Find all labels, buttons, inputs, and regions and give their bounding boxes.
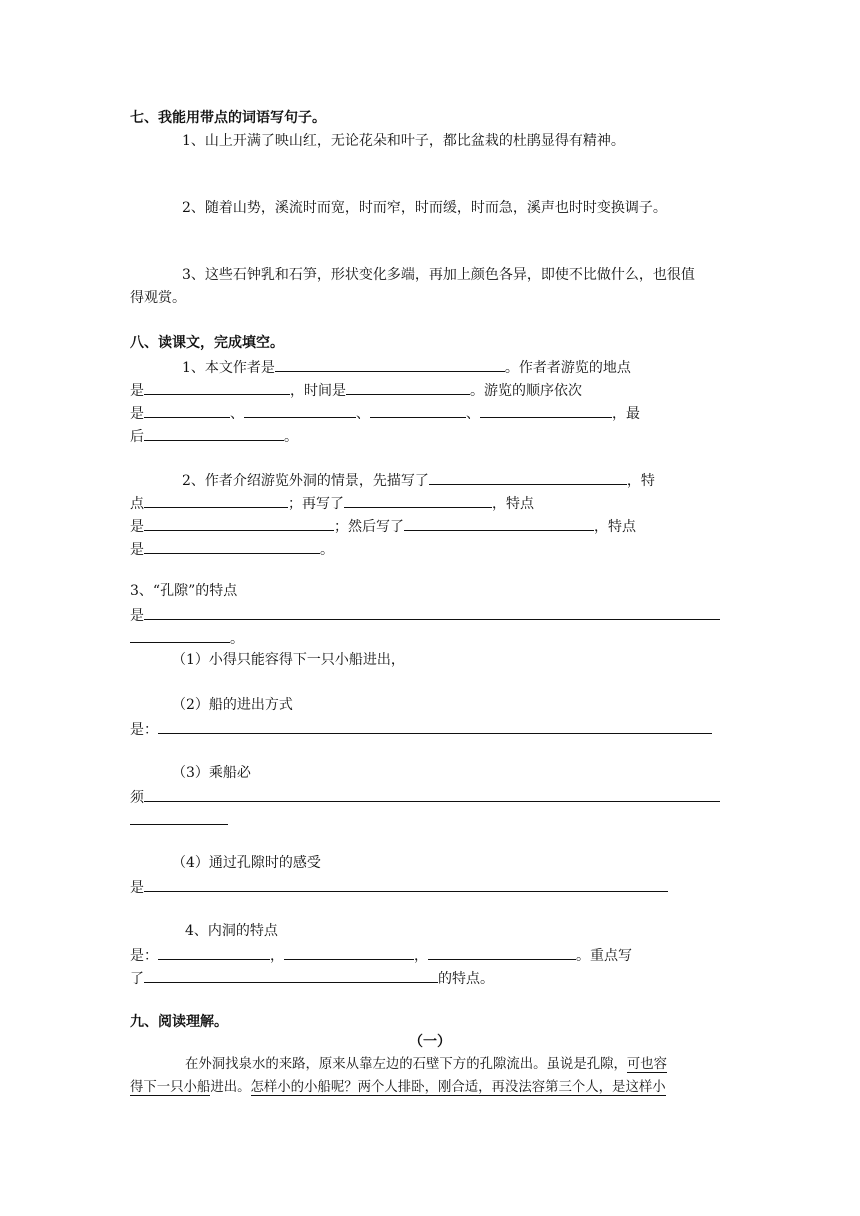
section-7-item-3: 3、这些石钟乳和石笋，形状变化多端，再加上颜色各异，即使不比做什么，也很值	[182, 267, 695, 283]
passage-number: （一）	[409, 1034, 451, 1050]
q2-period: 。	[320, 542, 334, 558]
q1-text-hou: 后	[130, 429, 144, 445]
q3-sub-3: （3）乘船必	[172, 765, 251, 781]
section-7-item-1: 1、山上开满了映山红，无论花朵和叶子，都比盆栽的杜鹃显得有精神。	[182, 133, 625, 149]
section-8-heading: 八、读课文，完成填空。	[130, 335, 284, 351]
q3-sub-4: （4）通过孔隙时的感受	[172, 855, 321, 871]
q1-sep-1: 、	[230, 406, 244, 422]
q3-sub-4-answer	[130, 876, 668, 898]
q1-text-order: 。游览的顺序依次	[470, 383, 582, 399]
q1-text-time: ，时间是	[290, 383, 346, 399]
q3-sub-3-answer	[130, 786, 720, 808]
q1-text-shi-2: 是	[130, 406, 144, 422]
passage-underlined-2: 得下一只小船	[130, 1080, 211, 1095]
q3-period: 。	[230, 631, 244, 647]
q1-line-3	[130, 402, 640, 424]
q4-heading: 4、内洞的特点	[185, 923, 278, 939]
passage-underlined-3: 怎样小的小船呢？两个人排卧，刚合适，再没法容第三个人，是这样小	[250, 1080, 666, 1095]
q3-text-shi: 是	[130, 608, 144, 624]
q2-line-4	[130, 538, 334, 560]
q1-blank-author[interactable]	[275, 356, 505, 372]
q2-blank-first[interactable]	[429, 469, 627, 485]
q3-heading: 3、“孔隙”的特点	[130, 583, 238, 599]
q4-line-1	[130, 944, 632, 966]
q3-sub-2: （2）船的进出方式	[172, 697, 293, 713]
q2-blank-feature-1[interactable]	[144, 492, 288, 508]
q4-blank-2[interactable]	[284, 944, 414, 960]
q4-sep-2: ，	[414, 948, 428, 964]
q4-blank-1[interactable]	[158, 944, 270, 960]
passage-underlined-1: 可也容	[626, 1057, 668, 1072]
q4-line-2	[130, 967, 494, 989]
q2-blank-second[interactable]	[344, 492, 492, 508]
passage-line-1	[185, 1055, 667, 1075]
q3-blank-feature-cont[interactable]	[130, 627, 230, 643]
section-7-item-2: 2、随着山势，溪流时而宽，时而窄，时而缓，时而急，溪声也时时变换调子。	[182, 200, 667, 216]
q2-text-te: ，特	[626, 473, 655, 489]
passage-text-1: 在外洞找泉水的来路，原来从靠左边的石壁下方的孔隙流出。虽说是孔隙，	[185, 1057, 627, 1072]
q1-period: 。	[284, 429, 298, 445]
q3-blank-feature[interactable]	[144, 604, 720, 620]
q2-blank-third[interactable]	[404, 515, 594, 531]
section-7-heading: 七、我能用带点的词语写句子。	[130, 110, 326, 126]
q4-text-end: 的特点。	[438, 971, 494, 987]
q1-sep-2: 、	[356, 406, 370, 422]
q1-line-4	[130, 425, 298, 447]
q2-blank-feature-2[interactable]	[144, 515, 334, 531]
q2-blank-feature-3[interactable]	[144, 538, 320, 554]
q3-blank-way[interactable]	[158, 718, 712, 734]
q3-blank-must-cont[interactable]	[130, 809, 228, 825]
q3-line-1	[130, 604, 720, 626]
q2-line-1	[182, 469, 655, 491]
q2-text-then: ；再写了	[288, 496, 344, 512]
q3-blank-must[interactable]	[144, 786, 720, 802]
q1-blank-order-3[interactable]	[370, 402, 466, 418]
q1-blank-order-5[interactable]	[144, 425, 284, 441]
q2-text-outer: 2、作者介绍游览外洞的情景，先描写了	[182, 473, 429, 489]
q4-blank-3[interactable]	[428, 944, 576, 960]
q3-sub-2-answer	[130, 718, 712, 740]
passage-line-2	[130, 1078, 666, 1098]
q2-text-feature-3: ，特点	[594, 519, 636, 535]
q4-blank-focus[interactable]	[144, 967, 438, 983]
q1-blank-place[interactable]	[144, 379, 290, 395]
q2-line-2	[130, 492, 534, 514]
q3-line-2	[130, 627, 244, 649]
q2-text-shi-2: 是	[130, 542, 144, 558]
q2-text-shi-1: 是	[130, 519, 144, 535]
q3-sub-2-label: 是：	[130, 722, 158, 738]
q1-sep-3: 、	[466, 406, 480, 422]
passage-text-2: 进出。	[210, 1080, 251, 1095]
q3-sub-3-label: 须	[130, 790, 144, 806]
q4-text-focus: 。重点写	[576, 948, 632, 964]
q1-line-1	[182, 356, 631, 378]
q4-text-shi: 是：	[130, 948, 158, 964]
q3-sub-4-label: 是	[130, 880, 144, 896]
q3-sub-3-answer-cont	[130, 809, 228, 831]
q2-text-dian: 点	[130, 496, 144, 512]
q1-text-place: 。作者者游览的地点	[504, 360, 631, 376]
q1-blank-order-4[interactable]	[480, 402, 612, 418]
q1-text-author: 1、本文作者是	[182, 360, 275, 376]
q1-blank-order-2[interactable]	[244, 402, 356, 418]
q3-sub-1: （1）小得只能容得下一只小船进出，	[172, 652, 405, 668]
q4-text-le: 了	[130, 971, 144, 987]
q1-text-last: ，最	[612, 406, 640, 422]
q1-blank-order-1[interactable]	[144, 402, 230, 418]
q3-blank-feeling[interactable]	[144, 876, 668, 892]
q1-text-shi-1: 是	[130, 383, 144, 399]
q1-line-2	[130, 379, 582, 401]
q2-text-finally: ；然后写了	[334, 519, 404, 535]
q1-blank-time[interactable]	[346, 379, 470, 395]
section-7-item-3-cont: 得观赏。	[130, 290, 186, 306]
q2-line-3	[130, 515, 636, 537]
q2-text-feature-2: ，特点	[492, 496, 534, 512]
section-9-heading: 九、阅读理解。	[130, 1014, 228, 1030]
q4-sep-1: ，	[270, 948, 284, 964]
